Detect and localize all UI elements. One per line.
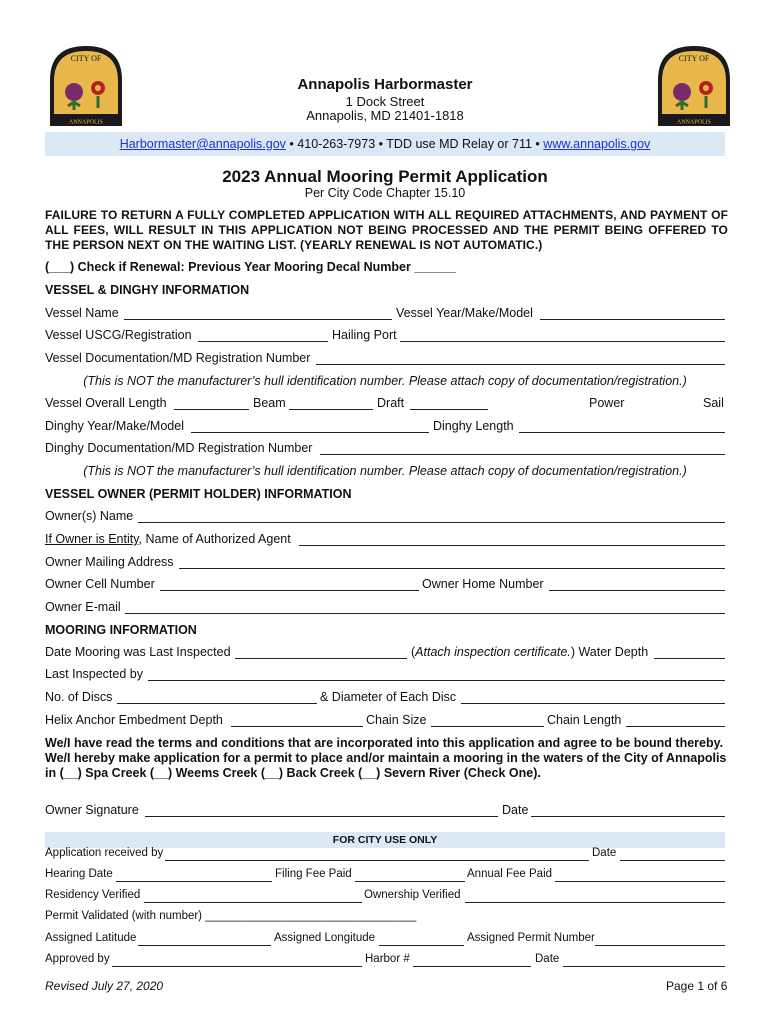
diameter-field[interactable] [461, 703, 725, 704]
helix-label: Helix Anchor Embedment Depth [45, 713, 223, 727]
separator: • [378, 137, 384, 151]
permit-number-field[interactable] [595, 945, 725, 946]
page-number: Page 1 of 6 [666, 979, 728, 993]
section-heading-vessel: VESSEL & DINGHY INFORMATION [45, 283, 250, 297]
signature-date-label: Date [502, 803, 529, 817]
dinghy-length-field[interactable] [519, 432, 725, 433]
certification-text [45, 736, 728, 781]
cert-line-1: We/I have read the terms and conditions that are incorporated into this application and agree to be bound thereby. [45, 736, 724, 750]
documentation-note: (This is NOT the manufacturer’s hull identification number. Please attach copy of documentation/registration.) [83, 374, 687, 388]
seal-bottom-text: ANNAPOLIS [68, 119, 104, 126]
entity-underlined-text: If Owner is Entity [45, 532, 139, 546]
dinghy-ymm-label: Dinghy Year/Make/Model [45, 419, 184, 433]
received-by-label: Application received by [45, 847, 164, 859]
chain-size-field[interactable] [431, 726, 544, 727]
harbor-number-field[interactable] [413, 966, 531, 967]
harbor-number-label: Harbor # [365, 953, 410, 965]
cell-number-field[interactable] [160, 590, 419, 591]
hearing-date-field[interactable] [116, 881, 272, 882]
hailing-port-field[interactable] [400, 341, 725, 342]
city-use-band: FOR CITY USE ONLY [45, 832, 725, 848]
entity-agent-field[interactable] [299, 545, 725, 546]
overall-length-label: Vessel Overall Length [45, 396, 167, 410]
dinghy-doc-label: Dinghy Documentation/MD Registration Number [45, 441, 313, 455]
hearing-date-label: Hearing Date [45, 868, 113, 880]
diameter-label: & Diameter of Each Disc [320, 690, 457, 704]
warning-text: FAILURE TO RETURN A FULLY COMPLETED APPLICATION WITH ALL REQUIRED ATTACHMENTS, AND PAYMENT OF ALL FEES, WILL RESULT IN THIS APPLICATION NOT BEING PROCESSED AND THE PERMIT BEING OFFERED TO THE PERSON NEXT ON THE WAITING LIST. (YEARLY RENEWAL IS NOT AUTOMATIC.) [45, 208, 728, 252]
dinghy-doc-field[interactable] [320, 454, 725, 455]
owner-name-label: Owner(s) Name [45, 509, 134, 523]
dinghy-ymm-field[interactable] [191, 432, 429, 433]
approved-date-label: Date [535, 953, 560, 965]
chain-length-label: Chain Length [547, 713, 622, 727]
beam-field[interactable] [289, 409, 373, 410]
residency-label: Residency Verified [45, 889, 141, 901]
received-date-label: Date [592, 847, 617, 859]
documentation-field[interactable] [316, 364, 725, 365]
ownership-field[interactable] [465, 902, 725, 903]
date-inspected-label: Date Mooring was Last Inspected [45, 645, 231, 659]
cell-number-label: Owner Cell Number [45, 577, 155, 591]
vessel-ymm-label: Vessel Year/Make/Model [396, 306, 533, 320]
address-line-1: 1 Dock Street [345, 94, 425, 109]
tdd-info: TDD use MD Relay or 711 [386, 137, 532, 151]
documentation-label: Vessel Documentation/MD Registration Number [45, 351, 311, 365]
received-date-field[interactable] [620, 860, 725, 861]
inspected-by-label: Last Inspected by [45, 667, 143, 681]
vessel-ymm-field[interactable] [540, 319, 725, 320]
separator: • [289, 137, 294, 151]
home-number-field[interactable] [549, 590, 725, 591]
inspected-by-field[interactable] [148, 680, 725, 681]
discs-field[interactable] [117, 703, 317, 704]
contact-band [45, 132, 725, 156]
longitude-label: Assigned Longitude [274, 932, 376, 944]
longitude-field[interactable] [379, 945, 464, 946]
signature-date-field[interactable] [531, 816, 725, 817]
water-depth-label [411, 645, 648, 659]
separator: • [535, 137, 540, 151]
section-heading-owner: VESSEL OWNER (PERMIT HOLDER) INFORMATION [45, 487, 352, 501]
filing-fee-label: Filing Fee Paid [275, 868, 352, 880]
power-option[interactable]: Power [589, 396, 625, 410]
entity-agent-label [45, 532, 291, 546]
owner-signature-label: Owner Signature [45, 803, 139, 817]
uscg-field[interactable] [198, 341, 328, 342]
form-subtitle: Per City Code Chapter 15.10 [304, 186, 466, 200]
seal-top-text: CITY OF [70, 54, 102, 63]
draft-label: Draft [377, 396, 405, 410]
owner-email-label: Owner E-mail [45, 600, 121, 614]
received-by-field[interactable] [165, 860, 589, 861]
vessel-name-label: Vessel Name [45, 306, 119, 320]
vessel-name-field[interactable] [124, 319, 392, 320]
discs-label: No. of Discs [45, 690, 113, 704]
sail-option[interactable]: Sail [703, 396, 724, 410]
approved-date-field[interactable] [563, 966, 725, 967]
owner-signature-field[interactable] [145, 816, 498, 817]
chain-length-field[interactable] [626, 726, 725, 727]
renewal-checkbox-line[interactable]: (___) Check if Renewal: Previous Year Mooring Decal Number ______ [45, 260, 457, 274]
permit-number-label: Assigned Permit Number [467, 932, 595, 944]
phone-number: 410-263-7973 [297, 137, 376, 151]
overall-length-field[interactable] [174, 409, 249, 410]
cert-line-2: We/I hereby make application for a permit to place and/or maintain a mooring in the waters of the City of Annapolis [45, 751, 727, 765]
annual-fee-label: Annual Fee Paid [467, 868, 553, 880]
form-title: 2023 Annual Mooring Permit Application [222, 167, 548, 186]
website-link[interactable]: www.annapolis.gov [543, 137, 651, 151]
filing-fee-field[interactable] [355, 881, 465, 882]
section-heading-mooring: MOORING INFORMATION [45, 623, 197, 637]
ownership-label: Ownership Verified [364, 889, 461, 901]
attach-certificate-note: Attach inspection certificate. [415, 645, 571, 659]
hailing-port-label: Hailing Port [332, 328, 397, 342]
approved-by-label: Approved by [45, 953, 110, 965]
draft-field[interactable] [410, 409, 488, 410]
annual-fee-field[interactable] [555, 881, 725, 882]
water-depth-field[interactable] [654, 658, 725, 659]
org-name: Annapolis Harbormaster [297, 76, 473, 93]
mailing-address-label: Owner Mailing Address [45, 555, 174, 569]
dinghy-length-label: Dinghy Length [433, 419, 514, 433]
chain-size-label: Chain Size [366, 713, 427, 727]
attach-open-paren: ( [411, 645, 416, 659]
owner-name-field[interactable] [138, 522, 725, 523]
approved-by-field[interactable] [112, 966, 362, 967]
date-inspected-field[interactable] [235, 658, 407, 659]
permit-validated-line[interactable]: Permit Validated (with number) _________________________________ [45, 910, 417, 922]
mailing-address-field[interactable] [179, 568, 725, 569]
dinghy-doc-note: (This is NOT the manufacturer’s hull identification number. Please attach copy of documentation/registration.) [83, 464, 687, 478]
home-number-label: Owner Home Number [422, 577, 544, 591]
residency-field[interactable] [144, 902, 362, 903]
seal-bottom-text: ANNAPOLIS [676, 119, 712, 126]
seal-top-text: CITY OF [678, 54, 710, 63]
latitude-field[interactable] [138, 945, 271, 946]
latitude-label: Assigned Latitude [45, 932, 137, 944]
water-depth-text: ) Water Depth [570, 645, 649, 659]
uscg-label: Vessel USCG/Registration [45, 328, 192, 342]
revised-date: Revised July 27, 2020 [45, 979, 164, 993]
owner-email-field[interactable] [125, 613, 725, 614]
beam-label: Beam [253, 396, 286, 410]
email-link[interactable]: Harbormaster@annapolis.gov [119, 137, 286, 151]
helix-field[interactable] [231, 726, 363, 727]
cert-line-3[interactable]: in (__) Spa Creek (__) Weems Creek (__) Back Creek (__) Severn River (Check One). [45, 766, 541, 780]
address-line-2: Annapolis, MD 21401-1818 [306, 108, 464, 123]
entity-rest-text: , Name of Authorized Agent [138, 532, 291, 546]
